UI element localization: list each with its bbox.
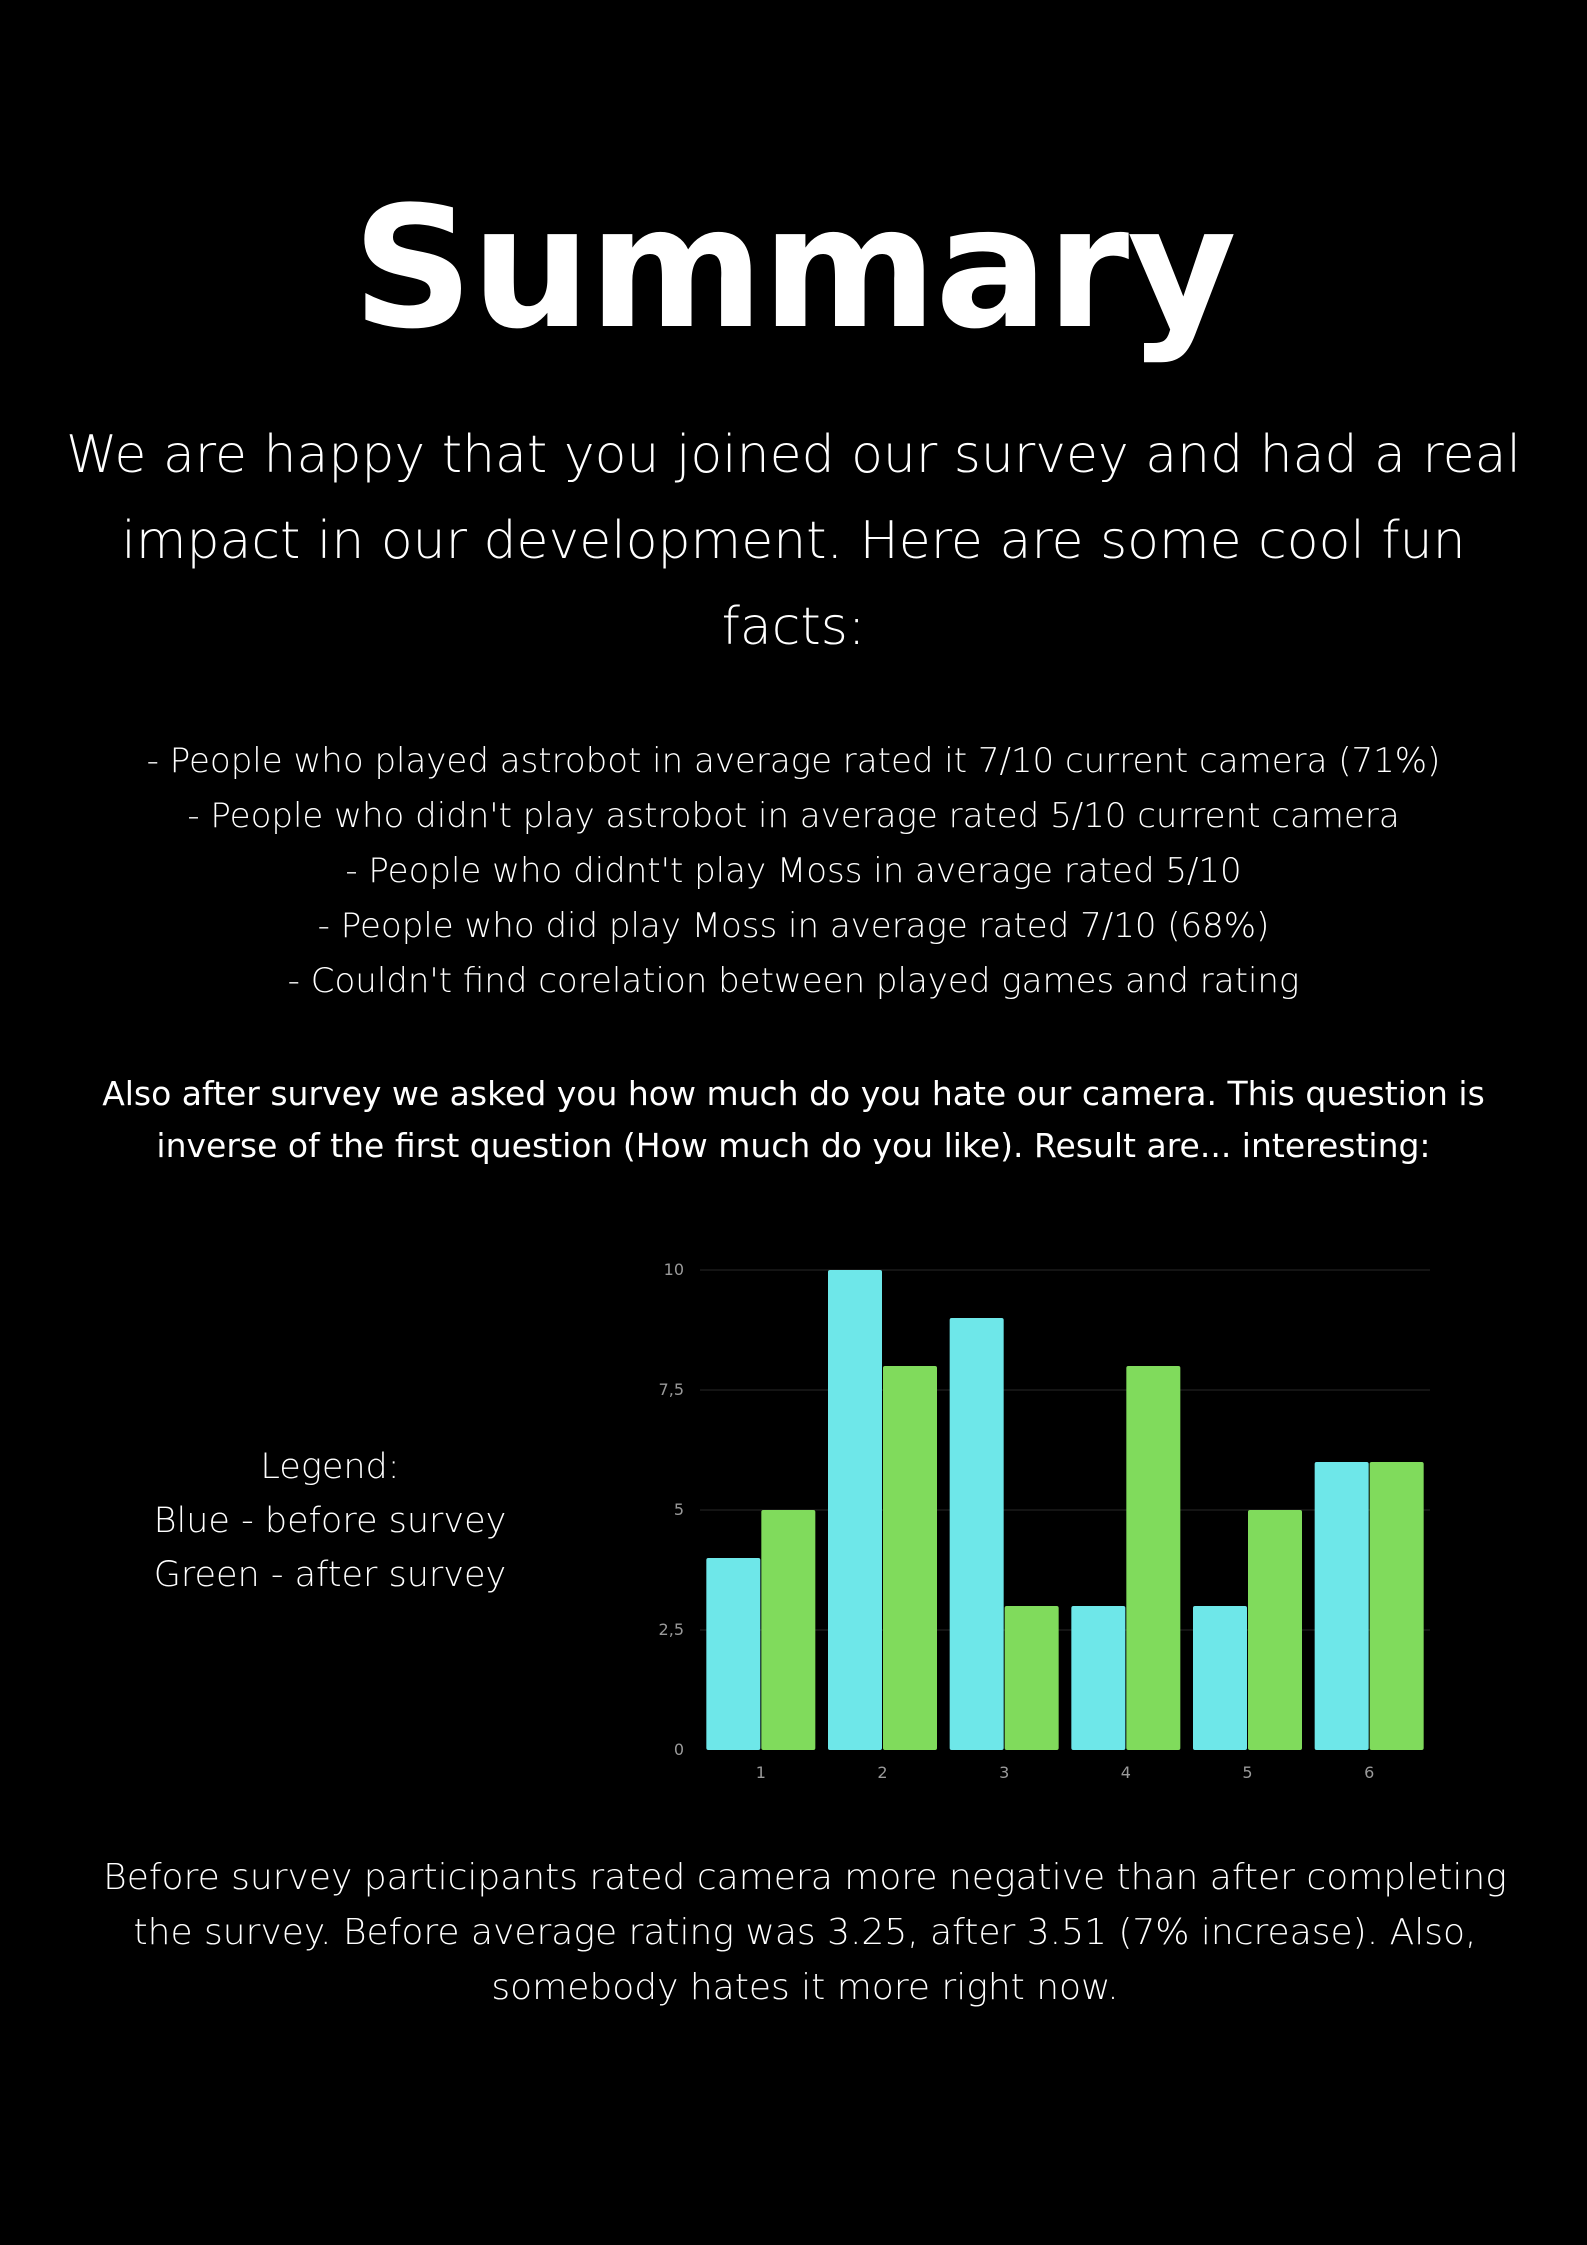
legend-blue-entry: Blue - before survey [153, 1501, 507, 1541]
y-tick-label: 7,5 [658, 1380, 684, 1399]
y-tick-label: 10 [663, 1260, 684, 1279]
y-axis-ticks [659, 1260, 684, 1759]
y-tick-label: 0 [673, 1740, 684, 1759]
x-tick-label: 4 [1120, 1763, 1131, 1782]
bar-chart [640, 1250, 1440, 1790]
bar-after-survey [1126, 1366, 1180, 1750]
x-tick-label: 2 [877, 1763, 888, 1782]
bar-after-survey [1248, 1510, 1302, 1750]
legend-green-entry: Green - after survey [153, 1555, 507, 1595]
chart-legend [100, 1440, 560, 1602]
bar-before-survey [706, 1558, 760, 1750]
bar-after-survey [761, 1510, 815, 1750]
bar-after-survey [1005, 1606, 1059, 1750]
x-tick-label: 3 [999, 1763, 1010, 1782]
fun-facts-list [60, 734, 1527, 1009]
x-tick-label: 6 [1364, 1763, 1375, 1782]
legend-heading: Legend: [260, 1447, 400, 1487]
fact-item: - People who didnt't play Moss in average rated 5/10 [345, 851, 1242, 891]
y-tick-label: 2,5 [658, 1620, 684, 1639]
bar-before-survey [1315, 1462, 1369, 1750]
x-tick-label: 5 [1242, 1763, 1253, 1782]
conclusion-paragraph: Before survey participants rated camera more negative than after completing the survey. Before average rating was 3.25, after 3.51 (7% increase). Also, somebody hates it more right now. [103, 1857, 1507, 2008]
bar-before-survey [828, 1270, 882, 1750]
x-axis-ticks [756, 1763, 1375, 1782]
survey-question-paragraph: Also after survey we asked you how much do you hate our camera. This question is inverse of the first question (How much do you like). Result are... interesting: [102, 1074, 1485, 1165]
fact-item: - People who didn't play astrobot in average rated 5/10 current camera [187, 796, 1400, 836]
fact-item: - People who played astrobot in average rated it 7/10 current camera (71%) [146, 741, 1441, 781]
bar-after-survey [883, 1366, 937, 1750]
bar-before-survey [1071, 1606, 1125, 1750]
bar-before-survey [1193, 1606, 1247, 1750]
page-title: Summary [352, 170, 1235, 366]
bar-after-survey [1370, 1462, 1424, 1750]
bar-before-survey [950, 1318, 1004, 1750]
fact-item: - People who did play Moss in average rated 7/10 (68%) [317, 906, 1270, 946]
y-tick-label: 5 [673, 1500, 684, 1519]
x-tick-label: 1 [755, 1763, 766, 1782]
fact-item: - Couldn't find corelation between played games and rating [287, 961, 1300, 1001]
intro-paragraph: We are happy that you joined our survey and had a real impact in our development. Here are some cool fun facts: [66, 425, 1521, 657]
